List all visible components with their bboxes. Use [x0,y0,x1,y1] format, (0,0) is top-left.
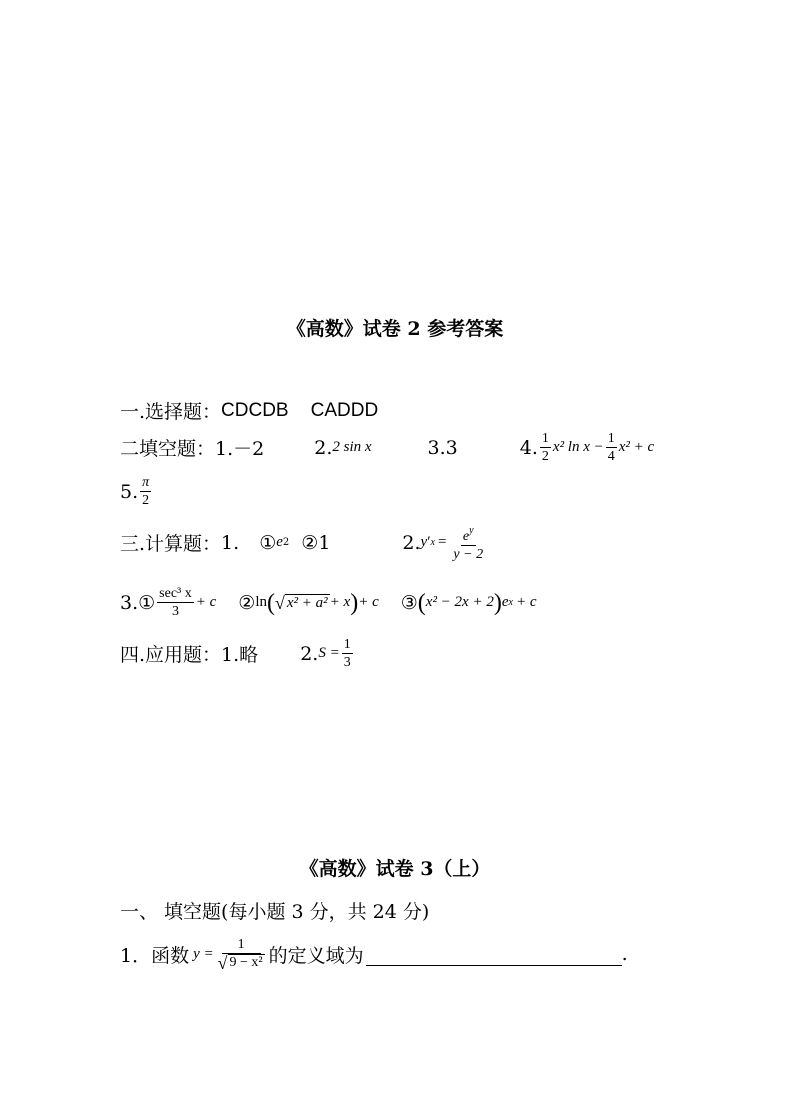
calc-1-circle-2: ②1 [301,531,331,554]
fill-answer-3: 3.3 [427,436,458,459]
paren-right: ) [350,589,359,616]
calc-2-num-exp: y [469,525,474,536]
apply-2-num: 2. [300,642,319,665]
calc-1-num: 1. [221,531,240,554]
section-1-answers: CDCDB [221,399,289,421]
calc-2-lhs: y [420,534,428,550]
section-1-choice [120,397,378,424]
calc-3-c-inner: x² − 2x + 2 [425,594,494,610]
fill-answer-4-frac-1 [540,430,551,465]
radicand: x² + a² [286,594,328,611]
fill-answer-4-num: 4. [519,436,538,459]
exam3-title: 《高数》试卷 3（上） [299,858,491,880]
frac-denominator: 2 [541,449,549,464]
apply-1: 1.略 [221,644,259,666]
section-1-label: 一.选择题： [120,401,222,423]
section-1-answers-2: CADDD [310,399,379,421]
section-2-label: 二填空题： [120,438,216,460]
section-3-label: 三.计算题： [120,533,222,555]
section-3-calc [120,522,487,563]
calc-2-eq: = [437,534,447,550]
calc-3-a-frac [157,585,194,620]
fill-answer-1: 1.－2 [215,438,265,460]
frac-numerator: sec³ x [159,586,192,601]
calc-3-a-tail: + c [195,594,217,610]
frac-numerator: 1 [343,637,351,652]
fill-answer-4-mid: x² ln x − [552,439,604,455]
calc-2-frac [451,522,485,563]
q1-frac [216,936,267,972]
answer-blank[interactable] [366,943,622,966]
answer-title: 《高数》试卷 2 参考答案 [286,318,504,340]
calc-3-b-end: + c [358,594,379,610]
calc-2-num: 2. [402,531,421,554]
calc-2-num-e: e [462,529,470,544]
frac-denominator: 4 [607,449,615,464]
radical-sign: √ [275,592,285,613]
frac-numerator [461,522,476,546]
fill-answer-5 [120,474,153,509]
fill-answer-4-end: x² + c [618,439,655,455]
calc-1-e-exp: 2 [282,537,290,548]
calc-3-b-sqrt [275,594,330,612]
calc-2-sub: x [430,537,435,548]
paren-left: ( [267,589,275,616]
calc-3-b-label: ② [238,591,256,614]
frac-numerator: 1 [541,431,549,446]
radicand: 9 − x² [229,955,263,970]
radical-sign: √ [217,953,228,973]
calc-3-c-end: + c [515,594,537,610]
q1-num: 1．函数 [120,944,190,967]
calc-3-b-tail: + x [329,594,351,610]
exam3-section-1: 一、 填空题(每小题 3 分，共 24 分) [120,901,430,923]
paren-right: ) [493,589,502,616]
fill-answer-5-num: 5. [120,480,139,503]
exam3-question-1 [120,936,628,972]
apply-2-frac [342,636,353,671]
fill-answer-2-expr: 2 sin x [332,439,372,455]
calc-3-c-label: ③ [400,591,418,614]
fill-answer-2-num: 2. [314,436,333,459]
section-4-apply [120,636,355,671]
frac-denominator: 3 [171,604,179,619]
calc-1-e: e [276,534,283,550]
paren-left: ( [417,589,426,616]
apply-2-lhs: S = [318,645,340,661]
frac-denominator: 3 [343,655,351,670]
frac-denominator: y − 2 [453,547,484,562]
q1-end: . [621,943,628,965]
calc-2-prime: ′ [427,534,431,550]
calc-3-c-e: e [501,594,509,610]
calc-3-b-ln: ln [255,594,267,610]
calc-3-prefix: 3.① [120,591,156,614]
section-4-label: 四.应用题： [120,644,222,666]
frac-numerator: π [142,475,150,490]
frac-numerator: 1 [222,936,261,954]
frac-denominator [216,954,267,972]
section-2-fill [120,430,654,465]
calc-3-c-exp: x [508,597,513,608]
frac-numerator: 1 [607,431,615,446]
q1-lhs: y = [193,945,214,962]
fill-answer-5-frac [140,474,151,509]
q1-tail: 的定义域为 [268,944,364,967]
fill-answer-4-frac-2 [606,430,617,465]
calc-3 [120,585,537,620]
calc-1-circle-1: ① [259,531,277,554]
frac-denominator: 2 [142,493,150,508]
